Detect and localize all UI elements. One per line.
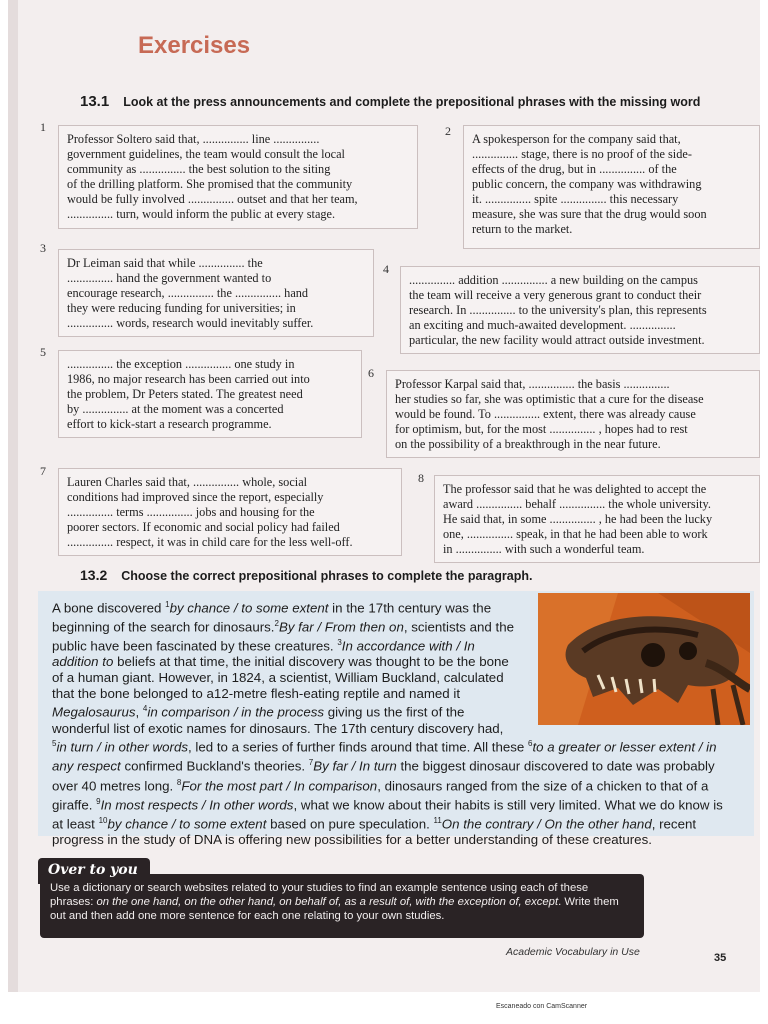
gap-number: 4	[142, 704, 148, 714]
text-line: encourage research, ............... the ............... hand	[67, 286, 309, 300]
exercise-number: 13.1	[80, 93, 110, 110]
item-number: 7	[40, 464, 46, 478]
phrase-choice: in comparison / in the process	[147, 704, 325, 720]
text-line: the problem, Dr Peters stated. The greatest need	[67, 387, 303, 401]
book-page	[8, 0, 760, 992]
text-run: confirmed Buckland's theories.	[120, 758, 309, 774]
text-run: Use a dictionary or search websites related to your studies to find an example sentence using each of these phrases:	[50, 882, 589, 908]
over-to-you-text	[50, 881, 634, 923]
gap-number: 3	[337, 638, 342, 648]
text-line: it. ............... spite ............... this necessary	[472, 192, 679, 206]
text-line: community as ............... the best solution to the siting	[67, 162, 331, 176]
press-announcement-3	[58, 249, 374, 337]
text-line: ............... words, research would inevitably suffer.	[67, 316, 314, 330]
phrase-choice: on the one hand, on the other hand, on behalf of, as a result of, with the exception of, except	[96, 896, 559, 908]
text-line: Dr Leiman said that while ............... the	[67, 256, 263, 270]
gap-number: 7	[308, 758, 314, 768]
exercise-13-2-heading	[80, 567, 532, 583]
gap-number: 9	[96, 796, 101, 806]
text-line: award ............... behalf ............... the whole university.	[443, 497, 711, 511]
text-run: , what we know about their habits is still very limited. What we do know is at least	[52, 797, 723, 832]
over-to-you-title: Over to you	[48, 862, 138, 878]
text-line: ............... the exception ............... one study in	[67, 357, 295, 371]
phrase-choice: by chance / to some extent	[107, 816, 267, 832]
gap-number: 5	[52, 739, 57, 749]
text-line: ............... hand the government wanted to	[67, 271, 272, 285]
text-line: an exciting and much-awaited development. ...............	[409, 318, 676, 332]
text-line: the team will receive a very generous grant to conduct their	[409, 288, 702, 302]
phrase-choice: In accordance with / In addition to	[52, 638, 475, 670]
text-line: 1986, no major research has been carried out into	[67, 372, 310, 386]
exercise-instruction: Choose the correct prepositional phrases to complete the paragraph.	[121, 569, 533, 583]
dinosaur-skull-photo	[538, 593, 750, 725]
phrase-choice: For the most part / In comparison	[181, 777, 378, 793]
exercise-13-1-heading	[80, 93, 700, 110]
press-announcement-7	[58, 468, 402, 556]
book-title: Academic Vocabulary in Use	[506, 946, 640, 958]
press-announcement-5	[58, 350, 362, 438]
press-announcement-1	[58, 125, 418, 229]
item-number: 2	[445, 124, 451, 138]
phrase-choice: By far / In turn	[313, 758, 397, 774]
item-number: 4	[383, 262, 389, 276]
text-line: ............... stage, there is no proof of the side-	[472, 147, 692, 161]
text-line: for optimism, but, for the most ............... , hopes had to rest	[395, 422, 688, 436]
item-number: 6	[368, 366, 374, 380]
text-run: , dinosaurs ranged from the size of a chicken to that of a giraffe.	[52, 777, 709, 813]
text-line: Professor Soltero said that, ............... line ...............	[67, 132, 320, 146]
text-line: would be fully involved ............... outset and that her team,	[67, 192, 358, 206]
press-announcement-2	[463, 125, 760, 249]
text-line: effort to kick-start a research programme.	[67, 417, 272, 431]
phrase-choice: In most respects / In other words	[100, 797, 294, 813]
phrase-choice: On the contrary / On the other hand	[441, 816, 652, 832]
gap-number: 1	[165, 600, 170, 609]
text-line: Lauren Charles said that, ............... whole, social	[67, 475, 308, 489]
gap-number: 8	[176, 777, 182, 787]
text-line: her studies so far, she was optimistic that a cure for the disease	[395, 392, 704, 406]
exercise-instruction: Look at the press announcements and complete the prepositional phrases with the missing word	[123, 95, 701, 109]
text-line: conditions had improved since the report, especially	[67, 490, 324, 504]
text-run: the biggest dinosaur discovered to date was probably over 40 metres long.	[52, 758, 715, 793]
page-edge	[8, 0, 18, 992]
phrase-choice: to a greater or lesser extent / in any respect	[52, 739, 717, 774]
text-line: return to the market.	[472, 222, 573, 236]
text-run: , scientists and the public have been fascinated by these creatures.	[52, 619, 514, 654]
phrase-choice: by chance / to some extent	[169, 600, 329, 616]
text-line: measure, she was sure that the drug would soon	[472, 207, 707, 221]
text-line: A spokesperson for the company said that,	[472, 132, 681, 146]
phrase-choice: By far / From then on	[278, 619, 404, 635]
press-announcement-4	[400, 266, 760, 354]
text-run: , recent progress in the study of DNA is offering new possibilities for a better understanding of these creatures.	[52, 816, 697, 847]
gap-number: 10	[98, 815, 108, 825]
exercise-number: 13.2	[80, 567, 108, 583]
text-run: in the 17th century was the beginning of the search for dinosaurs.	[52, 600, 492, 635]
text-run: ,	[135, 704, 143, 720]
text-line: research. In ............... to the university's plan, this represents	[409, 303, 707, 317]
text-line: public concern, the company was withdrawing	[472, 177, 702, 191]
text-line: in ............... with such a wonderful team.	[443, 542, 645, 556]
text-run: beliefs at that time, the initial discovery was thought to be the bone of a human giant. However, in 1824, a scientist, William Buckland, calculated that the bone belonged to a12-metre flesh-eating reptile and named it	[52, 654, 509, 701]
phrase-choice: in turn / in other words	[56, 739, 189, 755]
text-line: ............... terms ............... jobs and housing for the	[67, 505, 315, 519]
scanner-watermark: Escaneado con CamScanner	[496, 1003, 588, 1010]
text-run: , led to a series of further finds around that time. All these	[188, 739, 529, 755]
text-line: they were reducing funding for universities; in	[67, 301, 296, 315]
text-line: poorer sectors. If economic and social policy had failed	[67, 520, 340, 534]
text-run: . Write them out and then add one more sentence for each one relating to your own studies.	[50, 896, 619, 922]
item-number: 1	[40, 120, 46, 134]
text-line: on the possibility of a breakthrough in the near future.	[395, 437, 661, 451]
press-announcement-8	[434, 475, 760, 563]
text-run: based on pure speculation.	[266, 816, 434, 832]
press-announcement-6	[386, 370, 760, 458]
text-line: ............... respect, it was in child care for the less well-off.	[67, 535, 353, 549]
text-line: Professor Karpal said that, ............... the basis ...............	[395, 377, 670, 391]
text-line: government guidelines, the team would consult the local	[67, 147, 345, 161]
gap-number: 11	[433, 815, 442, 825]
gap-number: 2	[274, 619, 279, 629]
text-run: A bone discovered	[52, 600, 166, 616]
item-number: 8	[418, 471, 424, 485]
text-line: one, ............... speak, in that he had been able to work	[443, 527, 708, 541]
text-line: effects of the drug, but in ............... of the	[472, 162, 677, 176]
text-line: particular, the new facility would attract outside investment.	[409, 333, 705, 347]
text-line: by ............... at the moment was a concerted	[67, 402, 284, 416]
page-title: Exercises	[138, 32, 251, 59]
item-number: 3	[40, 241, 46, 255]
phrase-choice: Megalosaurus	[52, 704, 136, 720]
page-number: 35	[714, 952, 727, 964]
text-line: of the drilling platform. She promised that the community	[67, 177, 353, 191]
text-line: ............... addition ............... a new building on the campus	[409, 273, 698, 287]
text-line: He said that, in some ............... , he had been the lucky	[443, 512, 713, 526]
text-line: would be found. To ............... extent, there was already cause	[395, 407, 696, 421]
gap-number: 6	[528, 739, 533, 749]
text-line: The professor said that he was delighted to accept the	[443, 482, 707, 496]
item-number: 5	[40, 345, 46, 359]
text-run: giving us the first of the wonderful list of exotic names for dinosaurs. The 17th century discovery had,	[52, 704, 504, 736]
text-line: ............... turn, would inform the public at every stage.	[67, 207, 336, 221]
